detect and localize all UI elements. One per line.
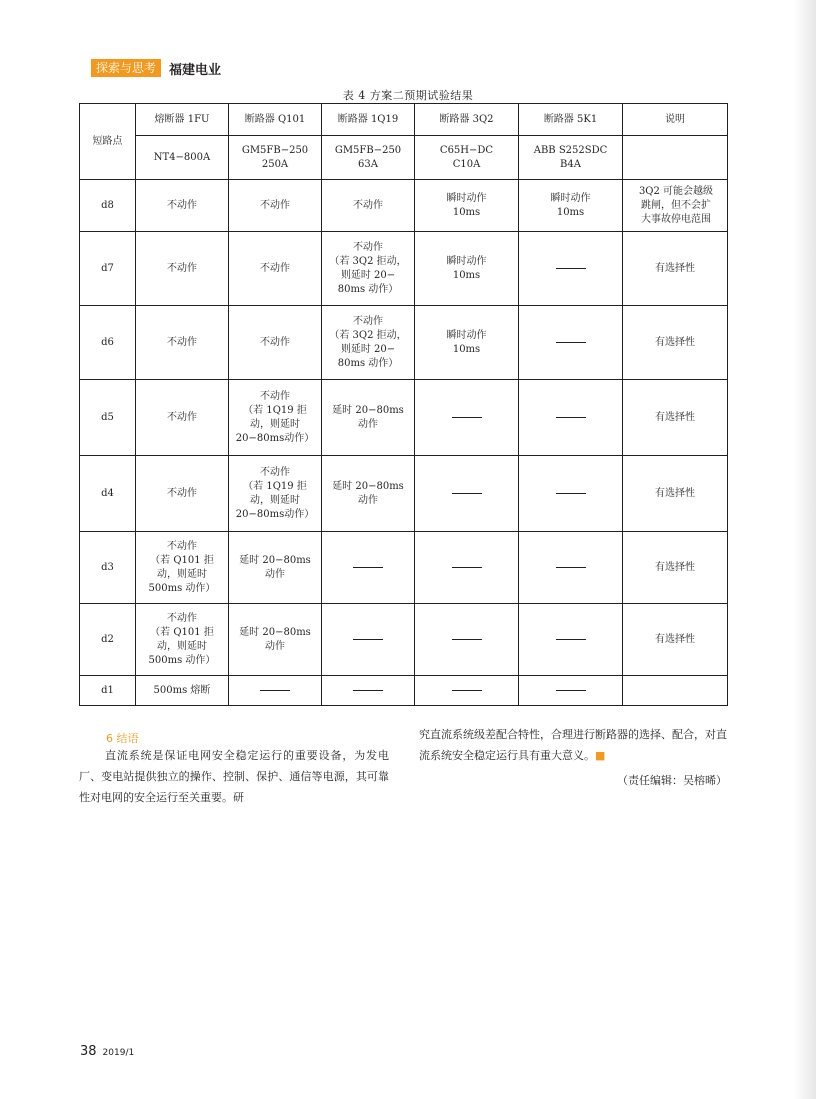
table-row <box>80 232 728 306</box>
dash-mark <box>556 690 586 691</box>
short-point-cell: d8 <box>80 180 136 232</box>
dash-mark <box>556 493 586 494</box>
table-header-row <box>80 104 728 136</box>
device-name-3q2: 断路器 3Q2 <box>415 104 519 136</box>
cell-line: 则延时 20− <box>340 343 396 355</box>
cell-line: 63A <box>358 158 378 170</box>
result-cell <box>415 306 519 380</box>
device-name-1q19: 断路器 1Q19 <box>322 104 415 136</box>
cell-line: （若 3Q2 拒动， <box>329 329 407 341</box>
page-footer <box>80 1044 134 1059</box>
cell-line: 瞬时动作 <box>446 255 487 267</box>
cell-line: C10A <box>452 158 481 170</box>
page-edge-shadow <box>794 0 816 1099</box>
cell-line: 瞬时动作 <box>550 192 591 204</box>
cell-line: 不动作 <box>260 466 290 478</box>
cell-line: 500ms 动作） <box>148 582 216 594</box>
table-row <box>80 306 728 380</box>
note-cell <box>623 380 728 456</box>
cell-line: 延时 20−80ms <box>332 480 404 492</box>
magazine-name: 福建电业 <box>169 62 222 78</box>
result-cell <box>136 456 229 532</box>
cell-line: GM5FB−250 <box>334 144 402 156</box>
short-point-header: 短路点 <box>80 104 136 180</box>
cell-line: （若 Q101 拒 <box>150 554 214 566</box>
table-row <box>80 676 728 706</box>
short-point-cell: d2 <box>80 604 136 676</box>
cell-line: 不动作 <box>260 336 290 348</box>
cell-line: 有选择性 <box>655 411 695 423</box>
short-point-cell: d4 <box>80 456 136 532</box>
issue-date: 2019/1 <box>102 1048 135 1058</box>
cell-line: 动，则延时 <box>250 494 300 506</box>
cell-line: 10ms <box>452 269 481 281</box>
result-cell <box>136 676 229 706</box>
note-cell <box>623 306 728 380</box>
dash-mark <box>556 567 586 568</box>
result-cell <box>415 232 519 306</box>
cell-line: 则延时 20− <box>340 269 396 281</box>
cell-line: 不动作 <box>167 199 197 211</box>
dash-mark <box>452 567 482 568</box>
result-cell <box>229 676 322 706</box>
device-name-q101: 断路器 Q101 <box>229 104 322 136</box>
short-point-cell: d7 <box>80 232 136 306</box>
cell-line: 500ms 熔断 <box>153 684 211 696</box>
device-model-cell <box>229 136 322 180</box>
dash-mark <box>556 417 586 418</box>
device-model-cell <box>519 136 623 180</box>
cell-line: 有选择性 <box>655 561 695 573</box>
table-model-row <box>80 136 728 180</box>
result-cell <box>415 380 519 456</box>
result-cell <box>229 532 322 604</box>
cell-line: 动作 <box>358 418 378 430</box>
cell-line: 动作 <box>265 568 285 580</box>
result-cell <box>136 306 229 380</box>
cell-line: 延时 20−80ms <box>239 554 311 566</box>
result-cell <box>415 180 519 232</box>
conclusion-right-paragraph <box>419 724 727 766</box>
cell-line: 动作 <box>358 494 378 506</box>
result-cell <box>415 532 519 604</box>
dash-mark <box>260 690 290 691</box>
table-row <box>80 456 728 532</box>
result-cell <box>229 232 322 306</box>
cell-line: 动作 <box>265 640 285 652</box>
cell-line: 不动作 <box>353 241 383 253</box>
short-point-cell: d5 <box>80 380 136 456</box>
cell-line: 不动作 <box>260 390 290 402</box>
result-cell <box>519 232 623 306</box>
device-model-cell <box>322 136 415 180</box>
table-row <box>80 380 728 456</box>
result-cell <box>322 232 415 306</box>
result-cell <box>519 456 623 532</box>
table-row <box>80 604 728 676</box>
responsible-editor: （责任编辑：吴榕晞） <box>617 774 727 787</box>
result-cell <box>519 306 623 380</box>
end-mark: ■ <box>595 749 606 762</box>
cell-line: GM5FB−250 <box>241 144 309 156</box>
cell-line: （若 3Q2 拒动， <box>329 255 407 267</box>
cell-line: 有选择性 <box>655 336 695 348</box>
cell-line: 动，则延时 <box>250 418 300 430</box>
cell-line: 动，则延时 <box>157 640 207 652</box>
result-cell <box>322 532 415 604</box>
cell-line: 有选择性 <box>655 633 695 645</box>
cell-line: （若 Q101 拒 <box>150 626 214 638</box>
cell-line: 不动作 <box>167 487 197 499</box>
cell-line: 250A <box>261 158 289 170</box>
dash-mark <box>452 417 482 418</box>
cell-line: 不动作 <box>353 199 383 211</box>
cell-line: 20−80ms动作） <box>235 432 315 444</box>
result-cell <box>415 676 519 706</box>
result-cell <box>519 676 623 706</box>
cell-line: 10ms <box>452 206 481 218</box>
cell-line: NT4−800A <box>153 151 211 163</box>
result-cell <box>136 604 229 676</box>
table-row <box>80 532 728 604</box>
dash-mark <box>556 342 586 343</box>
dash-mark <box>556 268 586 269</box>
page-header <box>91 58 221 78</box>
dash-mark <box>452 639 482 640</box>
cell-line: 不动作 <box>260 199 290 211</box>
short-point-cell: d3 <box>80 532 136 604</box>
result-cell <box>322 676 415 706</box>
dash-mark <box>353 567 383 568</box>
result-cell <box>415 456 519 532</box>
result-cell <box>519 604 623 676</box>
table-caption: 表 4 方案二预期试验结果 <box>342 89 474 102</box>
column-tag: 探索与思考 <box>91 59 161 77</box>
result-cell <box>322 456 415 532</box>
cell-line: 不动作 <box>167 612 197 624</box>
cell-line: 10ms <box>452 343 481 355</box>
result-cell <box>519 180 623 232</box>
cell-line: （若 1Q19 拒 <box>243 480 307 492</box>
result-cell <box>229 604 322 676</box>
results-table <box>79 103 728 706</box>
result-cell <box>519 532 623 604</box>
cell-line: 不动作 <box>167 336 197 348</box>
cell-line: （若 1Q19 拒 <box>243 404 307 416</box>
cell-line: 大事故停电范围 <box>641 213 711 225</box>
cell-line: 不动作 <box>167 540 197 552</box>
cell-line: 不动作 <box>353 315 383 327</box>
short-point-cell: d1 <box>80 676 136 706</box>
conclusion-right-text: 究直流系统级差配合特性，合理进行断路器的选择、配合，对直流系统安全稳定运行具有重大意义。 <box>419 728 727 762</box>
dash-mark <box>556 639 586 640</box>
device-model-cell <box>136 136 229 180</box>
cell-line: 动，则延时 <box>157 568 207 580</box>
result-cell <box>415 604 519 676</box>
result-cell <box>322 604 415 676</box>
note-cell <box>623 604 728 676</box>
cell-line: 500ms 动作） <box>148 654 216 666</box>
conclusion-left-text: 直流系统是保证电网安全稳定运行的重要设备，为发电厂、变电站提供独立的操作、控制、保护、通信等电源，其可靠性对电网的安全运行至关重要。研 <box>79 749 389 804</box>
cell-line: 有选择性 <box>655 262 695 274</box>
short-point-cell: d6 <box>80 306 136 380</box>
device-model-cell <box>415 136 519 180</box>
cell-line: 20−80ms动作） <box>235 508 315 520</box>
note-cell <box>623 676 728 706</box>
device-name-5k1: 断路器 5K1 <box>519 104 623 136</box>
cell-line: 不动作 <box>167 262 197 274</box>
dash-mark <box>452 493 482 494</box>
cell-line: 跳闸，但不会扩 <box>641 199 711 211</box>
result-cell <box>229 380 322 456</box>
result-cell <box>322 306 415 380</box>
cell-line: ABB S252SDC <box>533 144 608 156</box>
cell-line: 有选择性 <box>655 487 695 499</box>
result-cell <box>519 380 623 456</box>
cell-line: 延时 20−80ms <box>239 626 311 638</box>
table-row <box>80 180 728 232</box>
note-header: 说明 <box>623 104 728 136</box>
result-cell <box>136 380 229 456</box>
cell-line: B4A <box>560 158 581 170</box>
page-number: 38 <box>80 1044 97 1059</box>
device-name-1fu: 熔断器 1FU <box>136 104 229 136</box>
result-cell <box>136 180 229 232</box>
dash-mark <box>353 639 383 640</box>
cell-line: 3Q2 可能会越级 <box>638 185 714 197</box>
cell-line: 10ms <box>556 206 585 218</box>
result-cell <box>136 232 229 306</box>
result-cell <box>229 306 322 380</box>
cell-line: 延时 20−80ms <box>332 404 404 416</box>
result-cell <box>229 456 322 532</box>
dash-mark <box>452 690 482 691</box>
result-cell <box>322 180 415 232</box>
note-cell <box>623 456 728 532</box>
cell-line: 瞬时动作 <box>446 192 487 204</box>
note-cell <box>623 180 728 232</box>
cell-line: 不动作 <box>260 262 290 274</box>
cell-line: 瞬时动作 <box>446 329 487 341</box>
cell-line: 80ms 动作） <box>337 357 399 369</box>
cell-line: 80ms 动作） <box>337 283 399 295</box>
result-cell <box>136 532 229 604</box>
note-cell <box>623 532 728 604</box>
note-cell <box>623 232 728 306</box>
cell-line: C65H−DC <box>439 144 494 156</box>
dash-mark <box>353 690 383 691</box>
cell-line: 不动作 <box>167 411 197 423</box>
device-model-cell <box>623 136 728 180</box>
result-cell <box>322 380 415 456</box>
section-title: 6 结语 <box>106 732 139 745</box>
result-cell <box>229 180 322 232</box>
